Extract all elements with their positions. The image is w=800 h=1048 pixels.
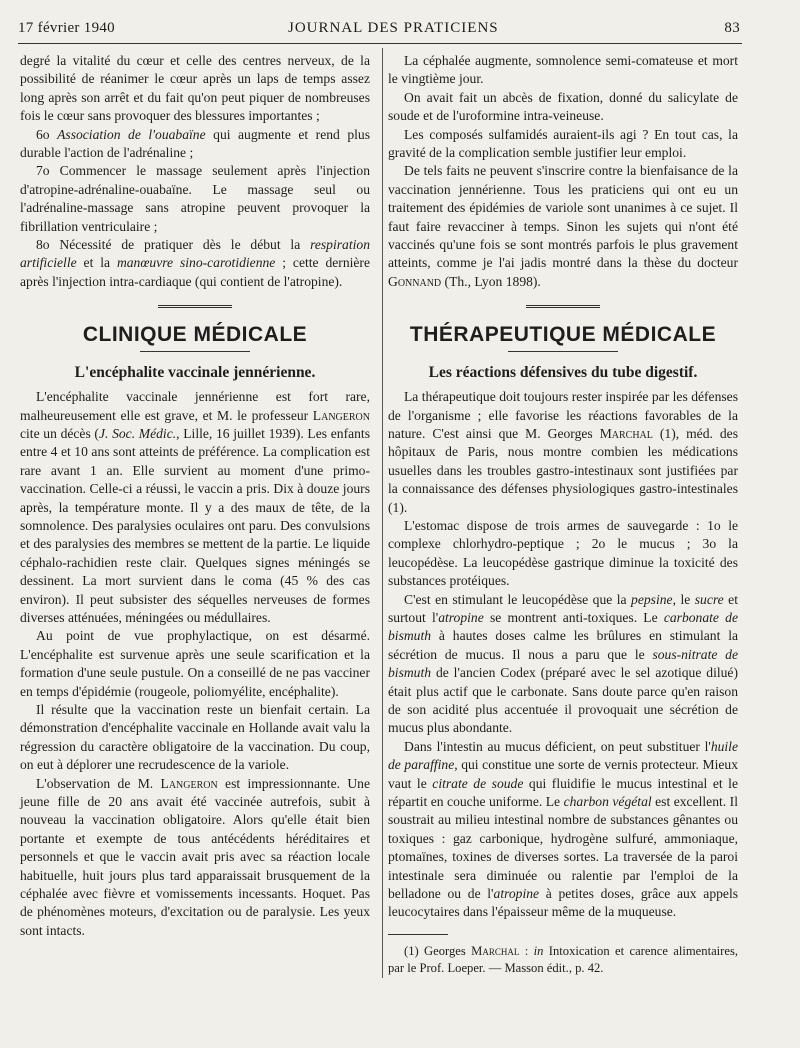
header-rule bbox=[18, 43, 742, 44]
paragraph-item-6: 6o Association de l'ouabaïne qui augmente et rend plus durable l'action de l'adrénaline ; bbox=[20, 126, 370, 161]
column-divider bbox=[382, 48, 383, 978]
paragraph: La thérapeutique doit toujours rester inspirée par les défenses de l'organisme ; elle favorise les réactions favorables de la nature. C'est ainsi que M. Georges Marchal (1), méd. des hôpitaux de Paris, nous montre combien les médications usuelles dans les troubles gastro-intestinaux sont justifiées par la connaissance des défenses physiologiques gastro-intestinales (1). bbox=[388, 389, 738, 515]
left-column bbox=[20, 52, 370, 940]
section-title-therapeutique: THÉRAPEUTIQUE MÉDICALE bbox=[409, 323, 717, 347]
paragraph: Dans l'intestin au mucus déficient, on peut substituer l'huile de paraffine, qui constitue une sorte de vernis protecteur. Mieux vaut le citrate de soude qui fluidifie le mucus intestinal et le répartit en couche uniforme. Le charbon végétal est excellent. Il soustrait au milieu intestinal nombre de substances gênantes ou toxiques : gaz carbonique, hydrogène sulfuré, ammoniaque, ptomaïnes, toxines de diverses sortes. La traversée de la paroi intestinale sera diminuée ou ralentie par l'emploi de la belladone ou de l'atropine à petites doses, grâce aux appels leucocytaires dans l'épaisseur même de la muqueuse. bbox=[388, 738, 739, 920]
paragraph: L'observation de M. Langeron est impressionnante. Une jeune fille de 20 ans avait été vaccinée autrefois, subit à nouveau la vaccination obligatoire. Alors qu'elle était bien portante et exempte de tous antécédents héréditaires et personnels et que le vaccin avait pris avec sa réaction locale habituelle, huit jours plus tard apparaissait brusquement de la céphalée avec fièvre et vomissements incessants. Hoquet. Pas de phénomènes moteurs, d'excitation ou de paralysie. Les yeux sont intacts. bbox=[20, 775, 370, 938]
issue-date: 17 février 1940 bbox=[18, 20, 115, 36]
paragraph: degré la vitalité du cœur et celle des centres nerveux, de la possibilité de réanimer le cœur après un laps de temps assez long après son arrêt et du fait qu'on peut piquer de nombreuses fois le cœur sans provoquer des blessures importantes ; bbox=[20, 53, 370, 124]
paragraph: L'encéphalite vaccinale jennérienne est fort rare, malheureusement elle est grave, et M. le professeur Langeron cite un décès (J. Soc. Médic., Lille, 16 juillet 1939). Les enfants entre 4 et 10 ans sont atteints de préférence. La complication est rare avant 1 an. Elle survient au moment d'une primo-vaccination. Celle-ci a réussi, le vaccin a pris. Dix à douze jours après, la température monte. Il y a des maux de tête, de la somnolence. Des paralysies oculaires ont paru. Des convulsions et des paralysies des membres se mettent de la partie. Le liquide céphalo-rachidien reste clair. Quelques signes méningés se dessinent. La mort survient dans le coma (45 % des cas environ). Il peut subsister des séquelles nerveuses de formes diverses atténuées, méningées ou médullaires. bbox=[20, 389, 370, 625]
section-divider bbox=[526, 305, 600, 310]
journal-title: JOURNAL DES PRATICIENS bbox=[288, 20, 499, 36]
paragraph: C'est en stimulant le leucopédèse que la pepsine, le sucre et surtout l'atropine se montrent anti-toxiques. Le carbonate de bismuth à hautes doses calme les brûlures en stimulant la sécrétion de mucus. Il nous a paru que le sous-nitrate de bismuth de l'ancien Codex (préparé avec le sel azotique dilué) était plus actif que le carbonate. Sans doute parce qu'en raison de son acidité plus accentuée il provoquait une sécrétion de mucus plus abondante. bbox=[388, 591, 738, 736]
title-rule bbox=[140, 351, 250, 352]
article-title-encephalite: L'encéphalite vaccinale jennérienne. bbox=[74, 363, 316, 381]
footnote: (1) Georges Marchal : in Intoxication et carence alimentaires, par le Prof. Loeper. — Masson édit., p. 42. bbox=[388, 943, 738, 975]
article-title-reactions: Les réactions défensives du tube digestif. bbox=[428, 363, 698, 381]
title-rule bbox=[508, 351, 618, 352]
paragraph: Les composés sulfamidés auraient-ils agi ? En tout cas, la gravité de la complication semble justifier leur emploi. bbox=[388, 126, 738, 161]
paragraph: L'estomac dispose de trois armes de sauvegarde : 1o le complexe chlorhydro-peptique ; 2o le mucus ; 3o la leucopédèse. La leucopédèse gastrique diminue la toxicité des substances protéiques. bbox=[388, 517, 738, 589]
section-title-clinique: CLINIQUE MÉDICALE bbox=[82, 323, 308, 347]
page-number: 83 bbox=[724, 20, 740, 36]
page-header bbox=[18, 20, 740, 42]
footnote-rule bbox=[388, 934, 448, 935]
paragraph: Il résulte que la vaccination reste un bienfait certain. La démonstration d'encéphalite vaccinale en Hollande avait valu la régression du caractère obligatoire de la vaccination. Du coup, on eut à déplorer une recrudescence de la variole. bbox=[20, 702, 370, 773]
section-divider bbox=[158, 305, 232, 310]
right-column bbox=[388, 52, 738, 976]
paragraph: De tels faits ne peuvent s'inscrire contre la bienfaisance de la vaccination jennérienne. Tous les praticiens qui ont eu un traitement des épidémies de variole sont unanimes à ce sujet. Il faut faire revacciner à temps. Sinon les sujets qui n'ont été vaccinés qu'une fois se sont montrés parfois le plus gravement atteints, comme je l'ai jadis montré dans la thèse du docteur Gonnand (Th., Lyon 1898). bbox=[388, 163, 738, 289]
paragraph: On avait fait un abcès de fixation, donné du salicylate de soude et de l'uroformine intra-veineuse. bbox=[388, 89, 738, 124]
paragraph: Au point de vue prophylactique, on est désarmé. L'encéphalite est survenue après une seule scarification et la formation d'une seule pustule. On a conseillé de ne pas vacciner en temps d'épidémie (rougeole, poliomyélite, encéphalite). bbox=[20, 628, 370, 699]
paragraph-item-7: 7o Commencer le massage seulement après l'injection d'atropine-adrénaline-ouabaïne. Le massage seul ou l'adrénaline-massage sans atropine peuvent provoquer la fibrillation ventriculaire ; bbox=[20, 163, 370, 234]
paragraph: La céphalée augmente, somnolence semi-comateuse et mort le vingtième jour. bbox=[388, 53, 738, 87]
paragraph-item-8: 8o Nécessité de pratiquer dès le début la respiration artificielle et la manœuvre sino-carotidienne ; cette dernière après l'injection intra-cardiaque (qui contient de l'atropine). bbox=[20, 237, 370, 289]
